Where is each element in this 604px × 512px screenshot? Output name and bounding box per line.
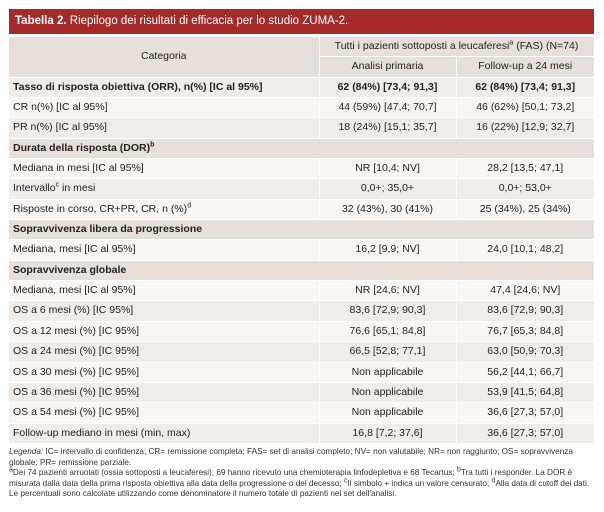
header-group-text: Tutti i pazienti sottoposti a leucaferesi bbox=[334, 40, 510, 52]
row-followup: 76,7 [65,3; 84,8] bbox=[456, 321, 594, 341]
header-group-suffix: (FAS) (N=74) bbox=[516, 40, 579, 52]
row-primary: Non applicabile bbox=[319, 403, 456, 423]
row-followup: 53,9 [41,5; 64,8] bbox=[456, 382, 594, 402]
section-label: Sopravvivenza libera da progressione bbox=[9, 220, 594, 240]
row-primary: 62 (84%) [73,4; 91,3] bbox=[319, 77, 456, 97]
header-col-followup: Follow-up a 24 mesi bbox=[456, 57, 594, 77]
row-label-sup: c bbox=[55, 181, 60, 189]
row-primary: NR [24,6; NV] bbox=[319, 281, 456, 301]
note-d: Alla data di cutoff dei dati. Le percentuali sono calcolate utilizzando come denominatore il numero totale di pazienti nel set dell'analisi. bbox=[9, 478, 590, 499]
legend-label: Legenda: bbox=[9, 447, 44, 456]
note-c: Il simbolo + indica un valore censurato; bbox=[347, 478, 490, 488]
row-label: OS a 36 mesi (%) [IC 95%] bbox=[9, 382, 319, 402]
section-label bbox=[9, 138, 594, 158]
row-label: CR n(%) [IC al 95%] bbox=[9, 98, 319, 118]
row-label: Tasso di risposta obiettiva (ORR), n(%) [IC al 95%] bbox=[9, 77, 319, 97]
table-row bbox=[9, 118, 594, 138]
section-row-dor bbox=[9, 138, 594, 158]
row-label-sup: d bbox=[187, 202, 192, 210]
row-primary: 44 (59%) [47,4; 70,7] bbox=[319, 98, 456, 118]
row-primary: NR [10,4; NV] bbox=[319, 159, 456, 179]
table-row bbox=[9, 342, 594, 362]
header-group-sup: a bbox=[509, 39, 514, 47]
row-label: PR n(%) [IC al 95%] bbox=[9, 118, 319, 138]
row-followup: 47,4 [24,6; NV] bbox=[456, 281, 594, 301]
row-label: OS a 54 mesi (%) [IC 95%] bbox=[9, 403, 319, 423]
row-label: OS a 24 mesi (%) [IC 95%] bbox=[9, 342, 319, 362]
header-group bbox=[319, 37, 594, 57]
row-followup: 63,0 [50,9; 70,3] bbox=[456, 342, 594, 362]
row-label-text: Intervallo bbox=[13, 182, 56, 195]
row-followup: 16 (22%) [12,9; 32,7] bbox=[456, 118, 594, 138]
row-primary: 0,0+; 35,0+ bbox=[319, 179, 456, 199]
note-b-sup: b bbox=[456, 466, 461, 474]
row-primary: Non applicabile bbox=[319, 362, 456, 382]
table-row bbox=[9, 159, 594, 179]
note-a-sup: a bbox=[9, 466, 13, 474]
row-label: Mediana in mesi [IC al 95%] bbox=[9, 159, 319, 179]
table-row bbox=[9, 403, 594, 423]
table-row bbox=[9, 362, 594, 382]
row-primary: 83,6 [72,9; 90,3] bbox=[319, 301, 456, 321]
row-primary: 32 (43%), 30 (41%) bbox=[319, 199, 456, 219]
section-label-sup: b bbox=[150, 141, 155, 149]
table-row bbox=[9, 423, 594, 443]
section-label: Sopravvivenza globale bbox=[9, 260, 594, 280]
legend-line-1 bbox=[9, 447, 594, 468]
row-label bbox=[9, 179, 319, 199]
note-d-sup: d bbox=[491, 477, 496, 485]
row-followup: 83,6 [72,9; 90,3] bbox=[456, 301, 594, 321]
table-row bbox=[9, 382, 594, 402]
table-row bbox=[9, 199, 594, 219]
legend-line-2 bbox=[9, 468, 594, 500]
legend-abbreviations: IC= intervallo di confidenza; CR= remissione completa; FAS= set di analisi completo; NV= non valutabile; NR= non raggiunto; OS= sopravvivenza globale; PR= remissione parziale. bbox=[9, 447, 573, 467]
row-followup: 36,6 [27,3; 57,0] bbox=[456, 423, 594, 443]
table-title-label: Tabella 2. bbox=[15, 15, 67, 27]
row-followup: 0,0+; 53,0+ bbox=[456, 179, 594, 199]
row-label: OS a 6 mesi (%) [IC 95%] bbox=[9, 301, 319, 321]
row-label: Follow-up mediano in mesi (min, max) bbox=[9, 423, 319, 443]
table-title-text: Riepilogo dei risultati di efficacia per lo studio ZUMA-2. bbox=[69, 15, 349, 27]
row-primary: 66,5 [52,8; 77,1] bbox=[319, 342, 456, 362]
row-primary: 16,8 [7,2; 37,6] bbox=[319, 423, 456, 443]
section-row-os bbox=[9, 260, 594, 280]
table-row bbox=[9, 301, 594, 321]
row-followup: 25 (34%), 25 (34%) bbox=[456, 199, 594, 219]
row-primary: 18 (24%) [15,1; 35,7] bbox=[319, 118, 456, 138]
row-label-text: Risposte in corso, CR+PR, CR, n (%) bbox=[13, 202, 188, 215]
header-col-primary: Analisi primaria bbox=[319, 57, 456, 77]
table-legend bbox=[9, 447, 594, 500]
row-primary: Non applicabile bbox=[319, 382, 456, 402]
row-followup: 62 (84%) [73,4; 91,3] bbox=[456, 77, 594, 97]
row-followup: 46 (62%) [50,1; 73,2] bbox=[456, 98, 594, 118]
row-label: OS a 30 mesi (%) [IC 95%] bbox=[9, 362, 319, 382]
note-a: Dei 74 pazienti arruolati (ossia sottoposti a leucaferesi), 69 hanno ricevuto una chemioterapia linfodepletiva e 68 Tecartus; bbox=[12, 468, 455, 478]
note-c-sup: c bbox=[343, 477, 348, 485]
row-label: Mediana, mesi [IC al 95%] bbox=[9, 281, 319, 301]
row-label: Mediana, mesi [IC al 95%] bbox=[9, 240, 319, 260]
table-row bbox=[9, 77, 594, 97]
table-row bbox=[9, 321, 594, 341]
row-label bbox=[9, 199, 319, 219]
efficacy-table bbox=[9, 37, 595, 444]
row-followup: 56,2 [44,1; 66,7] bbox=[456, 362, 594, 382]
row-followup: 36,6 [27,3; 57,0] bbox=[456, 403, 594, 423]
table-row bbox=[9, 281, 594, 301]
row-primary: 16,2 [9,9; NV] bbox=[319, 240, 456, 260]
row-label-suffix: in mesi bbox=[62, 182, 96, 195]
header-category: Categoria bbox=[9, 37, 319, 77]
table-row bbox=[9, 98, 594, 118]
row-label: OS a 12 mesi (%) [IC 95%] bbox=[9, 321, 319, 341]
row-primary: 76,6 [65,1; 84,8] bbox=[319, 321, 456, 341]
note-b: Tra tutti i responder. La DOR è misurata dalla data della prima risposta obiettiva alla data della progressione o del decesso; bbox=[9, 468, 573, 488]
table-title bbox=[9, 9, 594, 34]
section-row-pfs bbox=[9, 220, 594, 240]
table-row bbox=[9, 179, 594, 199]
row-followup: 28,2 [13,5; 47,1] bbox=[456, 159, 594, 179]
section-label-text: Durata della risposta (DOR) bbox=[13, 141, 151, 154]
table-row bbox=[9, 240, 594, 260]
row-followup: 24,0 [10,1; 48,2] bbox=[456, 240, 594, 260]
